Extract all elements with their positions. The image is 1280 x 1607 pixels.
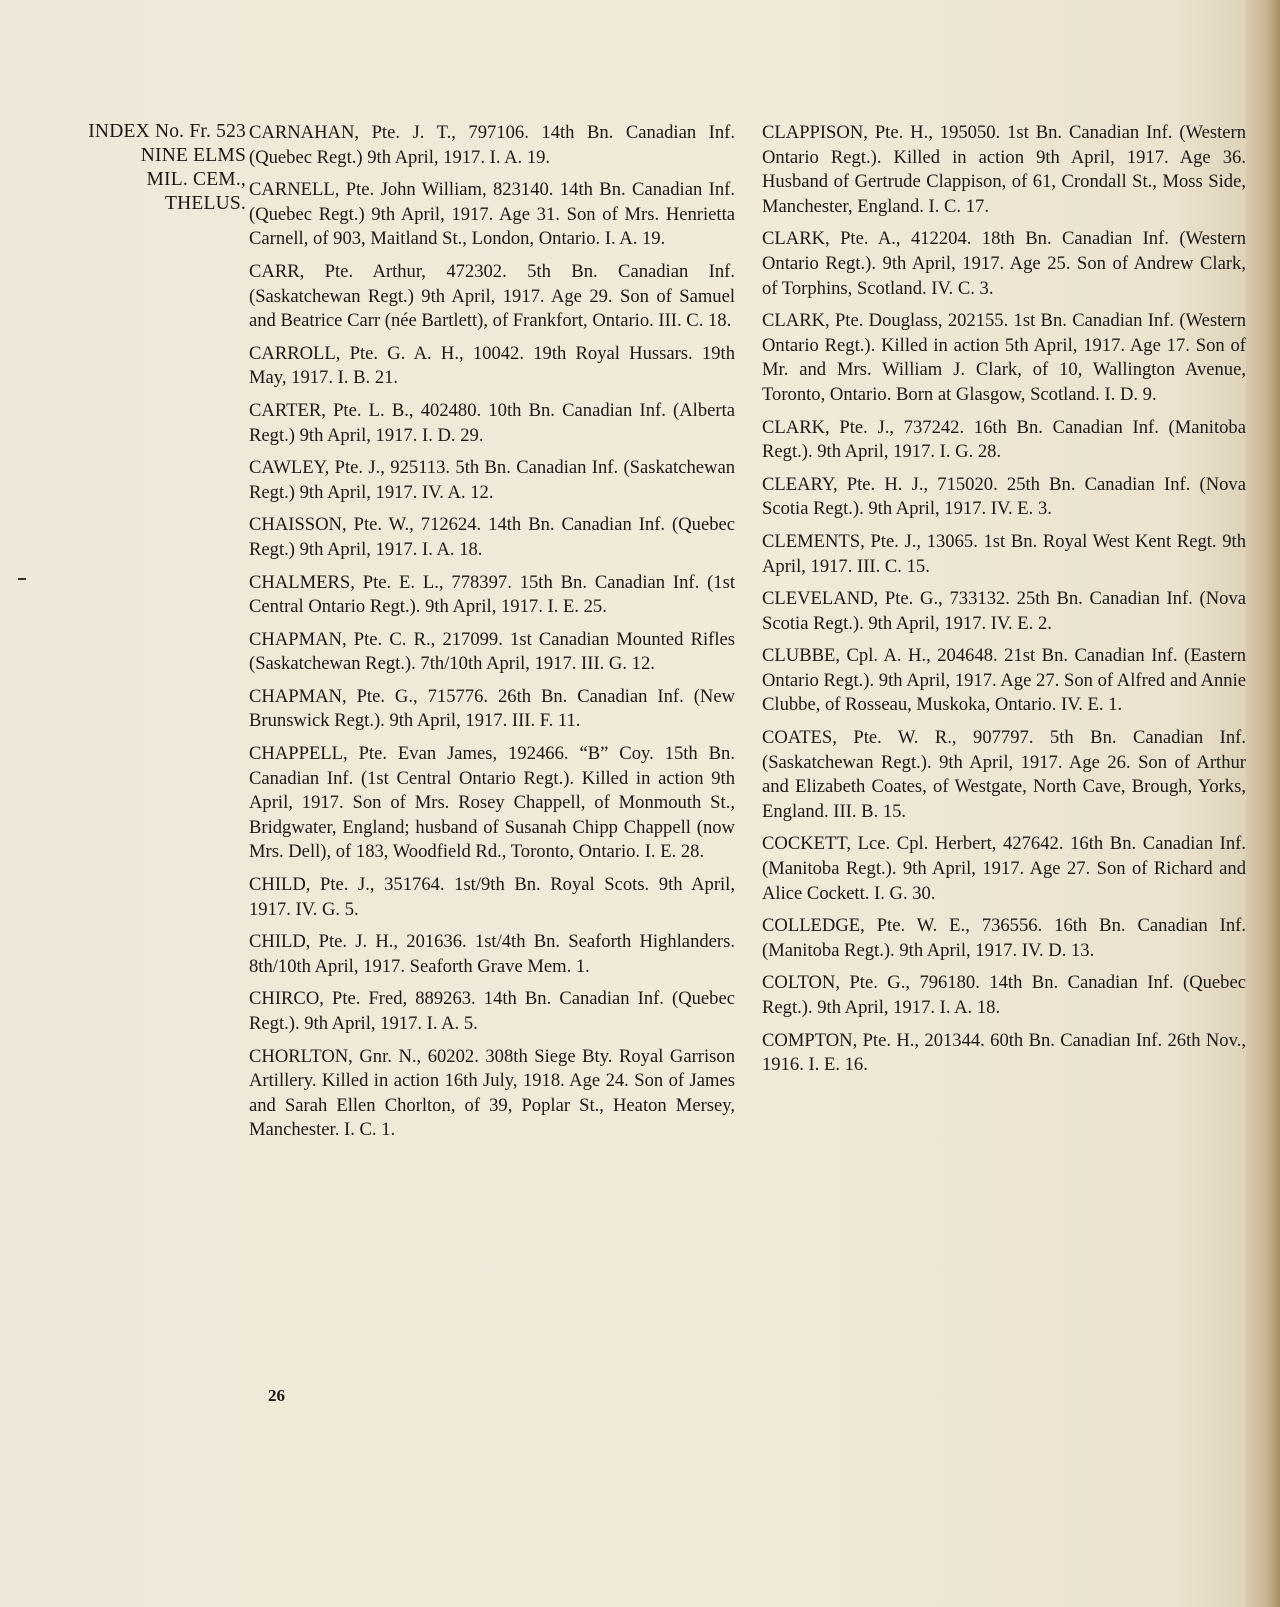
register-entry: COLTON, Pte. G., 796180. 14th Bn. Canadian Inf. (Quebec Regt.). 9th April, 1917. I. A. 18.: [762, 972, 1246, 1018]
register-entry: CHILD, Pte. J., 351764. 1st/9th Bn. Royal Scots. 9th April, 1917. IV. G. 5.: [249, 874, 735, 920]
register-entry: CLEARY, Pte. H. J., 715020. 25th Bn. Canadian Inf. (Nova Scotia Regt.). 9th April, 1917. IV. E. 3.: [762, 473, 1246, 520]
register-entry: COMPTON, Pte. H., 201344. 60th Bn. Canadian Inf. 26th Nov., 1916. I. E. 16.: [762, 1029, 1246, 1076]
register-entry: CLEVELAND, Pte. G., 733132. 25th Bn. Canadian Inf. (Nova Scotia Regt.). 9th April, 1917. IV. E. 2.: [762, 588, 1246, 634]
left-column: [249, 121, 735, 1143]
register-entry: CHORLTON, Gnr. N., 60202. 308th Siege Bty. Royal Garrison Artillery. Killed in action 16th July, 1918. Age 24. Son of James and Sarah Ellen Chorlton, of 39, Poplar St., Heaton Mersey, Manchester. I. C. 1.: [249, 1045, 735, 1141]
register-entry: CARNELL, Pte. John William, 823140. 14th Bn. Canadian Inf. (Quebec Regt.) 9th April, 1917. Age 31. Son of Mrs. Henrietta Carnell, of 903, Maitland St., London, Ontario. I. A. 19.: [249, 179, 735, 250]
index-number: INDEX No. Fr. 523: [88, 121, 246, 142]
page-number: 26: [268, 1386, 285, 1405]
register-entry: CLAPPISON, Pte. H., 195050. 1st Bn. Canadian Inf. (Western Ontario Regt.). Killed in action 9th April, 1917. Age 36. Husband of Gertrude Clappison, of 61, Crondall St., Moss Side, Manchester, England. I. C. 17.: [762, 122, 1246, 217]
cemetery-location: THELUS.: [164, 193, 246, 214]
register-entry: CLARK, Pte. A., 412204. 18th Bn. Canadian Inf. (Western Ontario Regt.). 9th April, 1917. Age 25. Son of Andrew Clark, of Torphins, Scotland. IV. C. 3.: [762, 228, 1246, 299]
register-entry: COCKETT, Lce. Cpl. Herbert, 427642. 16th Bn. Canadian Inf. (Manitoba Regt.). 9th April, 1917. Age 27. Son of Richard and Alice Cockett. I. G. 30.: [762, 833, 1246, 904]
register-entry: CLUBBE, Cpl. A. H., 204648. 21st Bn. Canadian Inf. (Eastern Ontario Regt.). 9th April, 1917. Age 27. Son of Alfred and Annie Clubbe, of Rosseau, Muskoka, Ontario. IV. E. 1.: [762, 645, 1246, 716]
cemetery-name: NINE ELMS: [140, 145, 246, 166]
register-entry: CLEMENTS, Pte. J., 13065. 1st Bn. Royal West Kent Regt. 9th April, 1917. III. C. 15.: [762, 530, 1246, 577]
register-entry: COLLEDGE, Pte. W. E., 736556. 16th Bn. Canadian Inf. (Manitoba Regt.). 9th April, 1917. IV. D. 13.: [762, 915, 1246, 961]
cemetery-header: [36, 120, 246, 216]
cemetery-type: MIL. CEM.,: [146, 169, 246, 190]
register-entry: CHAPPELL, Pte. Evan James, 192466. “B” Coy. 15th Bn. Canadian Inf. (1st Central Ontario Regt.). Killed in action 9th April, 1917. Son of Mrs. Rosey Chappell, of Monmouth St., Bridgwater, England; husband of Susanah Chipp Chappell (now Mrs. Dell), of 183, Woodfield Rd., Toronto, Ontario. I. E. 28.: [249, 743, 735, 863]
register-entry: CARTER, Pte. L. B., 402480. 10th Bn. Canadian Inf. (Alberta Regt.) 9th April, 1917. I. D. 29.: [249, 399, 735, 446]
register-entry: CAWLEY, Pte. J., 925113. 5th Bn. Canadian Inf. (Saskatchewan Regt.) 9th April, 1917. IV. A. 12.: [249, 457, 735, 503]
register-entry: CHALMERS, Pte. E. L., 778397. 15th Bn. Canadian Inf. (1st Central Ontario Regt.). 9th April, 1917. I. E. 25.: [249, 571, 735, 618]
register-entry: CHIRCO, Pte. Fred, 889263. 14th Bn. Canadian Inf. (Quebec Regt.). 9th April, 1917. I. A. 5.: [249, 988, 735, 1034]
register-entry: CARROLL, Pte. G. A. H., 10042. 19th Royal Hussars. 19th May, 1917. I. B. 21.: [249, 342, 735, 389]
right-column: [762, 121, 1246, 1078]
register-entry: CHILD, Pte. J. H., 201636. 1st/4th Bn. Seaforth Highlanders. 8th/10th April, 1917. Seaforth Grave Mem. 1.: [249, 931, 735, 977]
register-entry: CARNAHAN, Pte. J. T., 797106. 14th Bn. Canadian Inf. (Quebec Regt.) 9th April, 1917. I. A. 19.: [249, 122, 735, 168]
register-entry: CLARK, Pte. J., 737242. 16th Bn. Canadian Inf. (Manitoba Regt.). 9th April, 1917. I. G. 28.: [762, 416, 1246, 463]
register-entry: CHAPMAN, Pte. C. R., 217099. 1st Canadian Mounted Rifles (Saskatchewan Regt.). 7th/10th April, 1917. III. G. 12.: [249, 628, 735, 675]
margin-mark: [18, 578, 26, 580]
register-entry: COATES, Pte. W. R., 907797. 5th Bn. Canadian Inf. (Saskatchewan Regt.). 9th April, 1917. Age 26. Son of Arthur and Elizabeth Coates, of Westgate, North Cave, Brough, Yorks, England. III. B. 15.: [762, 727, 1246, 822]
register-entry: CHAPMAN, Pte. G., 715776. 26th Bn. Canadian Inf. (New Brunswick Regt.). 9th April, 1917. III. F. 11.: [249, 685, 735, 732]
register-entry: CHAISSON, Pte. W., 712624. 14th Bn. Canadian Inf. (Quebec Regt.) 9th April, 1917. I. A. 18.: [249, 514, 735, 560]
register-entry: CARR, Pte. Arthur, 472302. 5th Bn. Canadian Inf. (Saskatchewan Regt.) 9th April, 1917. Age 29. Son of Samuel and Beatrice Carr (née Bartlett), of Frankfort, Ontario. III. C. 18.: [249, 260, 735, 332]
register-entry: CLARK, Pte. Douglass, 202155. 1st Bn. Canadian Inf. (Western Ontario Regt.). Killed in action 5th April, 1917. Age 17. Son of Mr. and Mrs. William J. Clark, of 10, Wallington Avenue, Toronto, Ontario. Born at Glasgow, Scotland. I. D. 9.: [762, 310, 1246, 405]
page-edge: [1246, 0, 1280, 1607]
